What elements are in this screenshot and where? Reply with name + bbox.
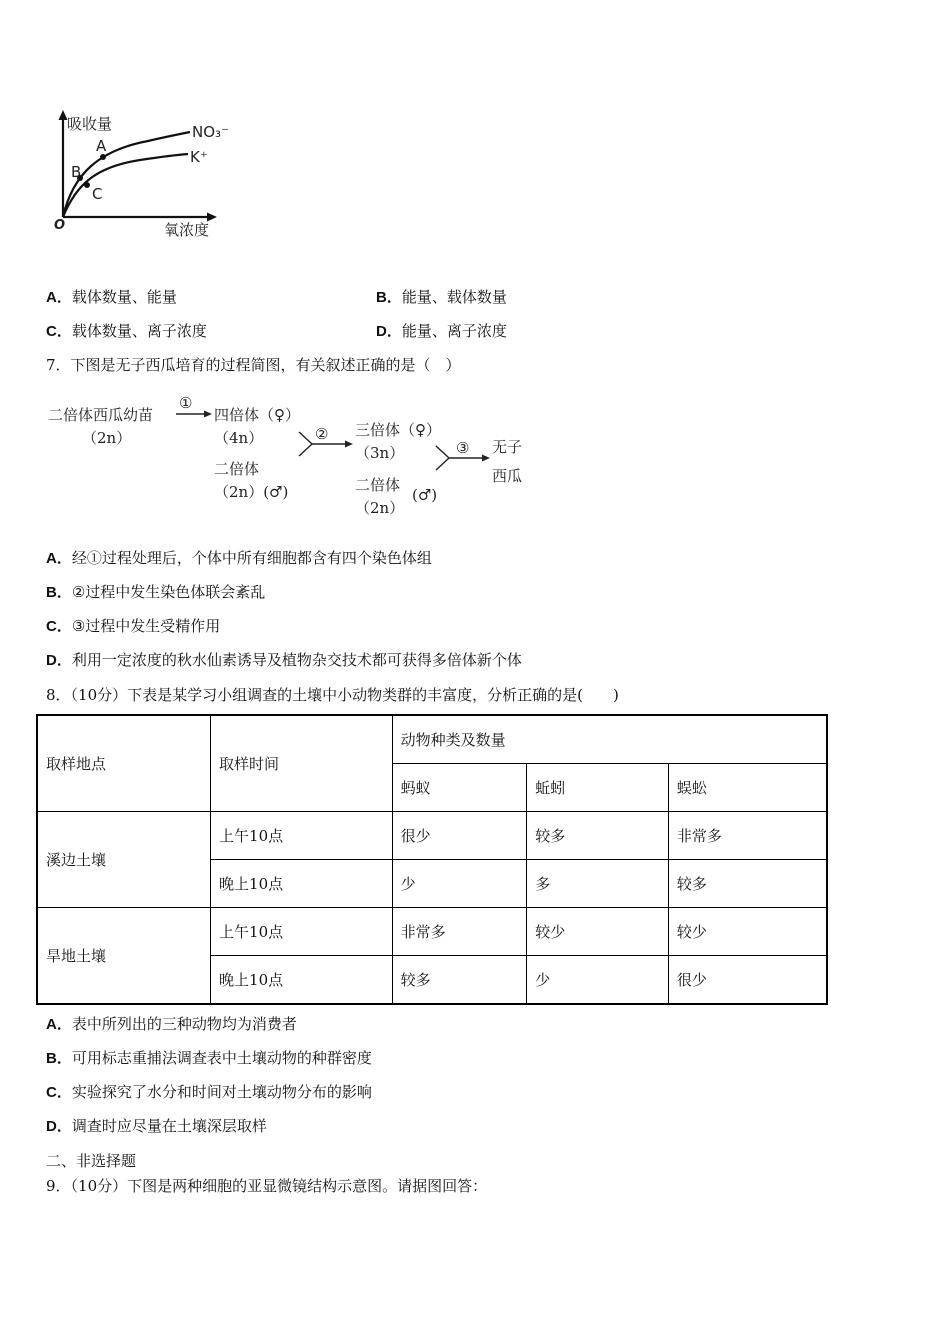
diploid-b-sex: (♂): [412, 486, 438, 504]
time-cell: 上午10点: [211, 812, 393, 860]
point-c-dot: [84, 182, 90, 188]
x-axis-label: 氧浓度: [164, 221, 210, 239]
q8-option-c[interactable]: [46, 1081, 372, 1102]
seedling-ploidy: （2n）: [82, 429, 132, 447]
species-ant: 蚂蚁: [392, 764, 527, 812]
value-cell: 较少: [527, 908, 669, 956]
seedless-watermelon-diagram: [44, 392, 544, 522]
diploid-b-label: 二倍体: [355, 476, 401, 494]
header-site: 取样地点: [37, 715, 211, 812]
q6-option-b-letter: B．: [376, 289, 402, 306]
q9-stem: [46, 1175, 487, 1196]
table-row: [37, 812, 827, 860]
q6-option-d-letter: D．: [376, 323, 402, 340]
triploid-ploidy: （3n）: [355, 444, 405, 462]
section-heading: 二、非选择题: [46, 1152, 137, 1170]
q8-number: 8．: [46, 686, 71, 704]
cross2-lines: [436, 446, 449, 470]
curve-no3: [63, 132, 190, 217]
header-time: 取样时间: [211, 715, 393, 812]
q7-option-c-letter: C．: [46, 618, 72, 635]
q8-stem: [46, 684, 619, 705]
seedless-label-1: 无子: [492, 438, 523, 456]
tetraploid-label: 四倍体（♀）: [214, 406, 300, 424]
value-cell: 很少: [668, 956, 827, 1005]
step3-marker: ③: [456, 439, 470, 457]
diploid-male-ploidy: （2n）(♂): [214, 483, 289, 501]
q7-option-c-text: ③过程中发生受精作用: [71, 617, 221, 635]
value-cell: 较多: [392, 956, 527, 1005]
curve-no3-label: NO₃⁻: [192, 123, 229, 141]
q7-option-b-text: ②过程中发生染色体联会紊乱: [71, 583, 266, 601]
step2-arrowhead: [345, 441, 353, 448]
point-c-label: C: [92, 185, 103, 203]
q8-stem-text: 下表是某学习小组调查的土壤中小动物类群的丰富度，分析正确的是( ): [127, 686, 619, 704]
q9-score: （10分）: [70, 1177, 128, 1195]
q8-option-d-letter: D．: [46, 1118, 72, 1135]
value-cell: 较少: [668, 908, 827, 956]
curve-k-label: K⁺: [190, 148, 208, 166]
species-centipede: 蜈蚣: [668, 764, 827, 812]
q8-option-b[interactable]: [46, 1047, 372, 1068]
q8-option-a-text: 表中所列出的三种动物均为消费者: [71, 1015, 297, 1033]
q8-option-d[interactable]: [46, 1115, 267, 1136]
curve-k: [63, 154, 188, 217]
y-axis-label: 吸收量: [67, 115, 113, 133]
q7-stem: 7．下图是无子西瓜培育的过程简图，有关叙述正确的是（ ）: [46, 356, 461, 374]
q7-option-d[interactable]: [46, 649, 522, 670]
table-row: [37, 908, 827, 956]
value-cell: 较多: [527, 812, 669, 860]
step2-marker: ②: [315, 425, 329, 443]
time-cell: 上午10点: [211, 908, 393, 956]
q7-option-b-letter: B．: [46, 584, 72, 601]
q6-option-b-text: 能量、载体数量: [401, 288, 507, 306]
step3-arrowhead: [482, 455, 490, 462]
q6-option-d-text: 能量、离子浓度: [401, 322, 507, 340]
point-a-label: A: [96, 137, 107, 155]
triploid-label: 三倍体（♀）: [355, 421, 441, 439]
soil-animal-table: [36, 714, 828, 1005]
absorption-graph: [40, 105, 260, 245]
q8-option-a-letter: A．: [46, 1016, 72, 1033]
seedling-label: 二倍体西瓜幼苗: [48, 406, 154, 424]
seedless-label-2: 西瓜: [492, 467, 523, 485]
site-cell: 旱地土壤: [37, 908, 211, 1005]
value-cell: 非常多: [392, 908, 527, 956]
table-header-row: [37, 715, 827, 764]
value-cell: 多: [527, 860, 669, 908]
diploid-male-label: 二倍体: [214, 460, 260, 478]
q7-option-b[interactable]: [46, 581, 265, 602]
q6-option-a-text: 载体数量、能量: [71, 288, 177, 306]
q8-score: （10分）: [70, 686, 128, 704]
step1-marker: ①: [179, 394, 193, 412]
value-cell: 较多: [668, 860, 827, 908]
time-cell: 晚上10点: [211, 956, 393, 1005]
site-cell: 溪边土壤: [37, 812, 211, 908]
q7-option-c[interactable]: [46, 615, 220, 636]
q6-option-c-letter: C．: [46, 323, 72, 340]
q8-option-c-letter: C．: [46, 1084, 72, 1101]
q7-option-a-letter: A．: [46, 550, 72, 567]
q6-option-b[interactable]: [376, 286, 507, 307]
q7-option-a[interactable]: [46, 547, 432, 568]
value-cell: 少: [527, 956, 669, 1005]
q8-option-b-letter: B．: [46, 1050, 72, 1067]
q6-option-c[interactable]: [46, 320, 207, 341]
value-cell: 很少: [392, 812, 527, 860]
q9-number: 9．: [46, 1177, 71, 1195]
value-cell: 少: [392, 860, 527, 908]
tetraploid-ploidy: （4n）: [214, 429, 264, 447]
header-species: 动物种类及数量: [392, 715, 827, 764]
cross1-lines: [299, 432, 312, 456]
q6-option-d[interactable]: [376, 320, 507, 341]
origin-label: O: [54, 218, 66, 233]
q7-option-d-letter: D．: [46, 652, 72, 669]
diploid-b-ploidy: （2n）: [355, 499, 405, 517]
q7-option-d-text: 利用一定浓度的秋水仙素诱导及植物杂交技术都可获得多倍体新个体: [71, 651, 522, 669]
q9-stem-text: 下图是两种细胞的亚显微镜结构示意图。请据图回答：: [127, 1177, 488, 1195]
species-earthworm: 蚯蚓: [527, 764, 669, 812]
time-cell: 晚上10点: [211, 860, 393, 908]
step1-arrowhead: [204, 411, 212, 418]
q6-option-a-letter: A．: [46, 289, 72, 306]
q8-option-d-text: 调查时应尽量在土壤深层取样: [71, 1117, 267, 1135]
q8-option-a[interactable]: [46, 1013, 297, 1034]
q8-option-b-text: 可用标志重捕法调查表中土壤动物的种群密度: [71, 1049, 372, 1067]
q6-option-c-text: 载体数量、离子浓度: [71, 322, 207, 340]
value-cell: 非常多: [668, 812, 827, 860]
q7-option-a-text: 经①过程处理后，个体中所有细胞都含有四个染色体组: [71, 549, 432, 567]
q8-option-c-text: 实验探究了水分和时间对土壤动物分布的影响: [71, 1083, 372, 1101]
point-b-label: B: [71, 163, 82, 181]
q6-option-a[interactable]: [46, 286, 177, 307]
